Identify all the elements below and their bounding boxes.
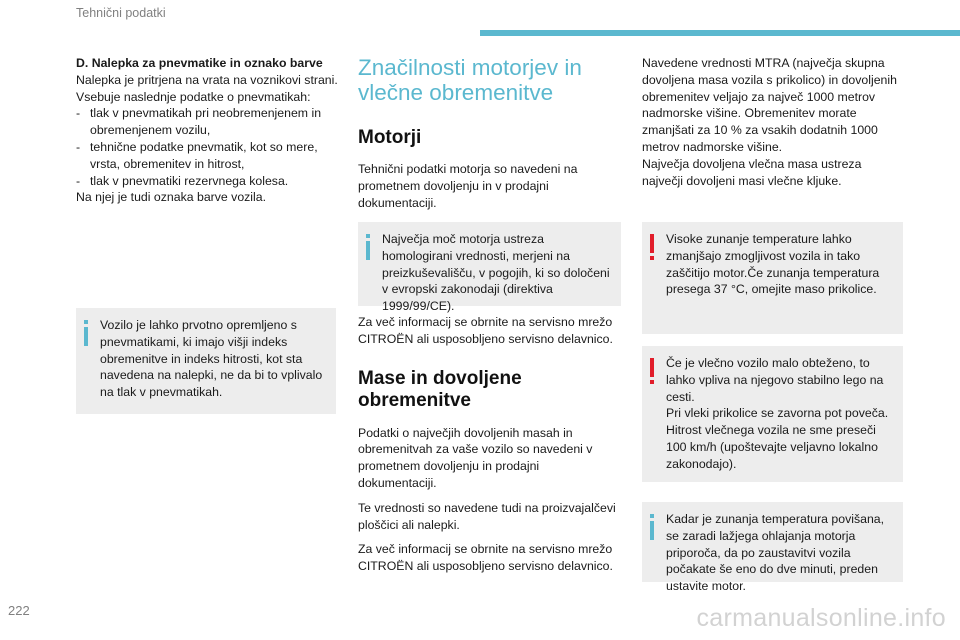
warning-box-temperature [642, 222, 903, 334]
info-box-cooling [642, 502, 903, 594]
warning-icon [650, 358, 654, 384]
mass-text-plate: Te vrednosti so navedene tudi na proizvajalčevi ploščici ali nalepki. [358, 500, 616, 532]
page-title: Značilnosti motorjev in vlečne obremenitve [358, 55, 582, 105]
contact-text: Za več informacij se obrnite na servisno mrežo CITROËN ali usposobljeno servisno delavnico. [358, 315, 613, 346]
tyre-label-intro: Nalepka je pritrjena na vrata na voznikovi strani. [76, 72, 338, 87]
section-title: Tehnični podatki [76, 6, 166, 20]
tyre-label-outro: Na njej je tudi oznaka barve vozila. [76, 190, 267, 205]
info-box-tyres [76, 308, 336, 414]
mass-text: Podatki o največjih dovoljenih masah in obremenitvah za vaše vozilo so navedeni v prometnem dovoljenju in prodajni dokumentaciji. [358, 425, 593, 490]
warning-box-text: Hitrost vlečnega vozila ne sme preseči 100 km/h (upoštevajte veljavno lokalno zakonodajo). [666, 423, 878, 471]
info-icon [84, 320, 88, 346]
tyre-data-list [76, 105, 338, 189]
mtra-text: Navedene vrednosti MTRA (največja skupna dovoljena masa vozila s prikolico) in dovoljenih obremenitev veljajo za največ 1000 metrov nadmorske višine. Obremenitev morate zmanjšati za 10 % za vsakih dodatnih 1000 metrov nadmorske višine. [642, 56, 897, 154]
column-middle-lower [358, 314, 621, 575]
contact-text: Za več informacij se obrnite na servisno mrežo CITROËN ali usposobljeno servisno delavnico. [358, 542, 613, 574]
info-icon [366, 234, 370, 260]
tyre-label-lead: Vsebuje naslednje podatke o pnevmatikah: [76, 89, 311, 104]
warning-box-towing [642, 346, 903, 482]
tyre-label-heading: D. Nalepka za pnevmatike in oznako barve [76, 56, 323, 70]
list-item: - tlak v pnevmatiki rezervnega kolesa. [76, 173, 338, 190]
info-icon [650, 514, 654, 540]
warning-icon [650, 234, 654, 260]
warning-box-text: Pri vleki prikolice se zavorna pot poveča. [666, 406, 889, 421]
mass-heading: Mase in dovoljene obremenitve [358, 367, 522, 411]
motors-heading: Motorji [358, 127, 422, 148]
motors-text: Tehnični podatki motorja so navedeni na prometnem dovoljenju in v prodajni dokumentaciji. [358, 162, 578, 210]
column-right [642, 55, 904, 189]
info-box-text: Kadar je zunanja temperatura povišana, se zaradi lažjega ohlajanja motorja priporoča, da po zaustavitvi vozila počakate še eno do dve minuti, preden ustavite motor. [666, 512, 885, 594]
list-item: - tehnične podatke pnevmatik, kot so mere, vrsta, obremenitev in hitrost, [76, 139, 338, 173]
info-box-engine-power [358, 222, 621, 314]
list-item: - tlak v pnevmatikah pri neobremenjenem in obremenjenem vozilu, [76, 105, 338, 139]
column-left [76, 55, 338, 206]
page-number: 222 [8, 603, 30, 618]
column-middle [358, 55, 621, 211]
watermark: carmanualsonline.info [696, 604, 946, 632]
towing-mass-text: Največja dovoljena vlečna masa ustreza največji dovoljeni masi vlečne kljuke. [642, 156, 862, 188]
warning-box-text: Če je vlečno vozilo malo obteženo, to lahko vpliva na njegovo stabilno lego na cesti. [666, 356, 884, 404]
header-accent-bar [480, 30, 960, 36]
info-box-text: Največja moč motorja ustreza homologirani vrednosti, merjeni na preizkuševališču, v pogojih, ki so določeni v evropski zakonodaji (direktiva 1999/99/CE). [382, 232, 610, 314]
warning-box-text: Visoke zunanje temperature lahko zmanjšajo zmogljivost vozila in tako zaščitijo motor.Če zunanja temperatura presega 37 °C, omejite maso prikolice. [666, 232, 880, 297]
info-box-text: Vozilo je lahko prvotno opremljeno s pnevmatikami, ki imajo višji indeks obremenitve in indeks hitrosti, kot sta navedena na nalepki, ne da bi to vplivalo na tlak v pnevmatikah. [100, 318, 323, 400]
